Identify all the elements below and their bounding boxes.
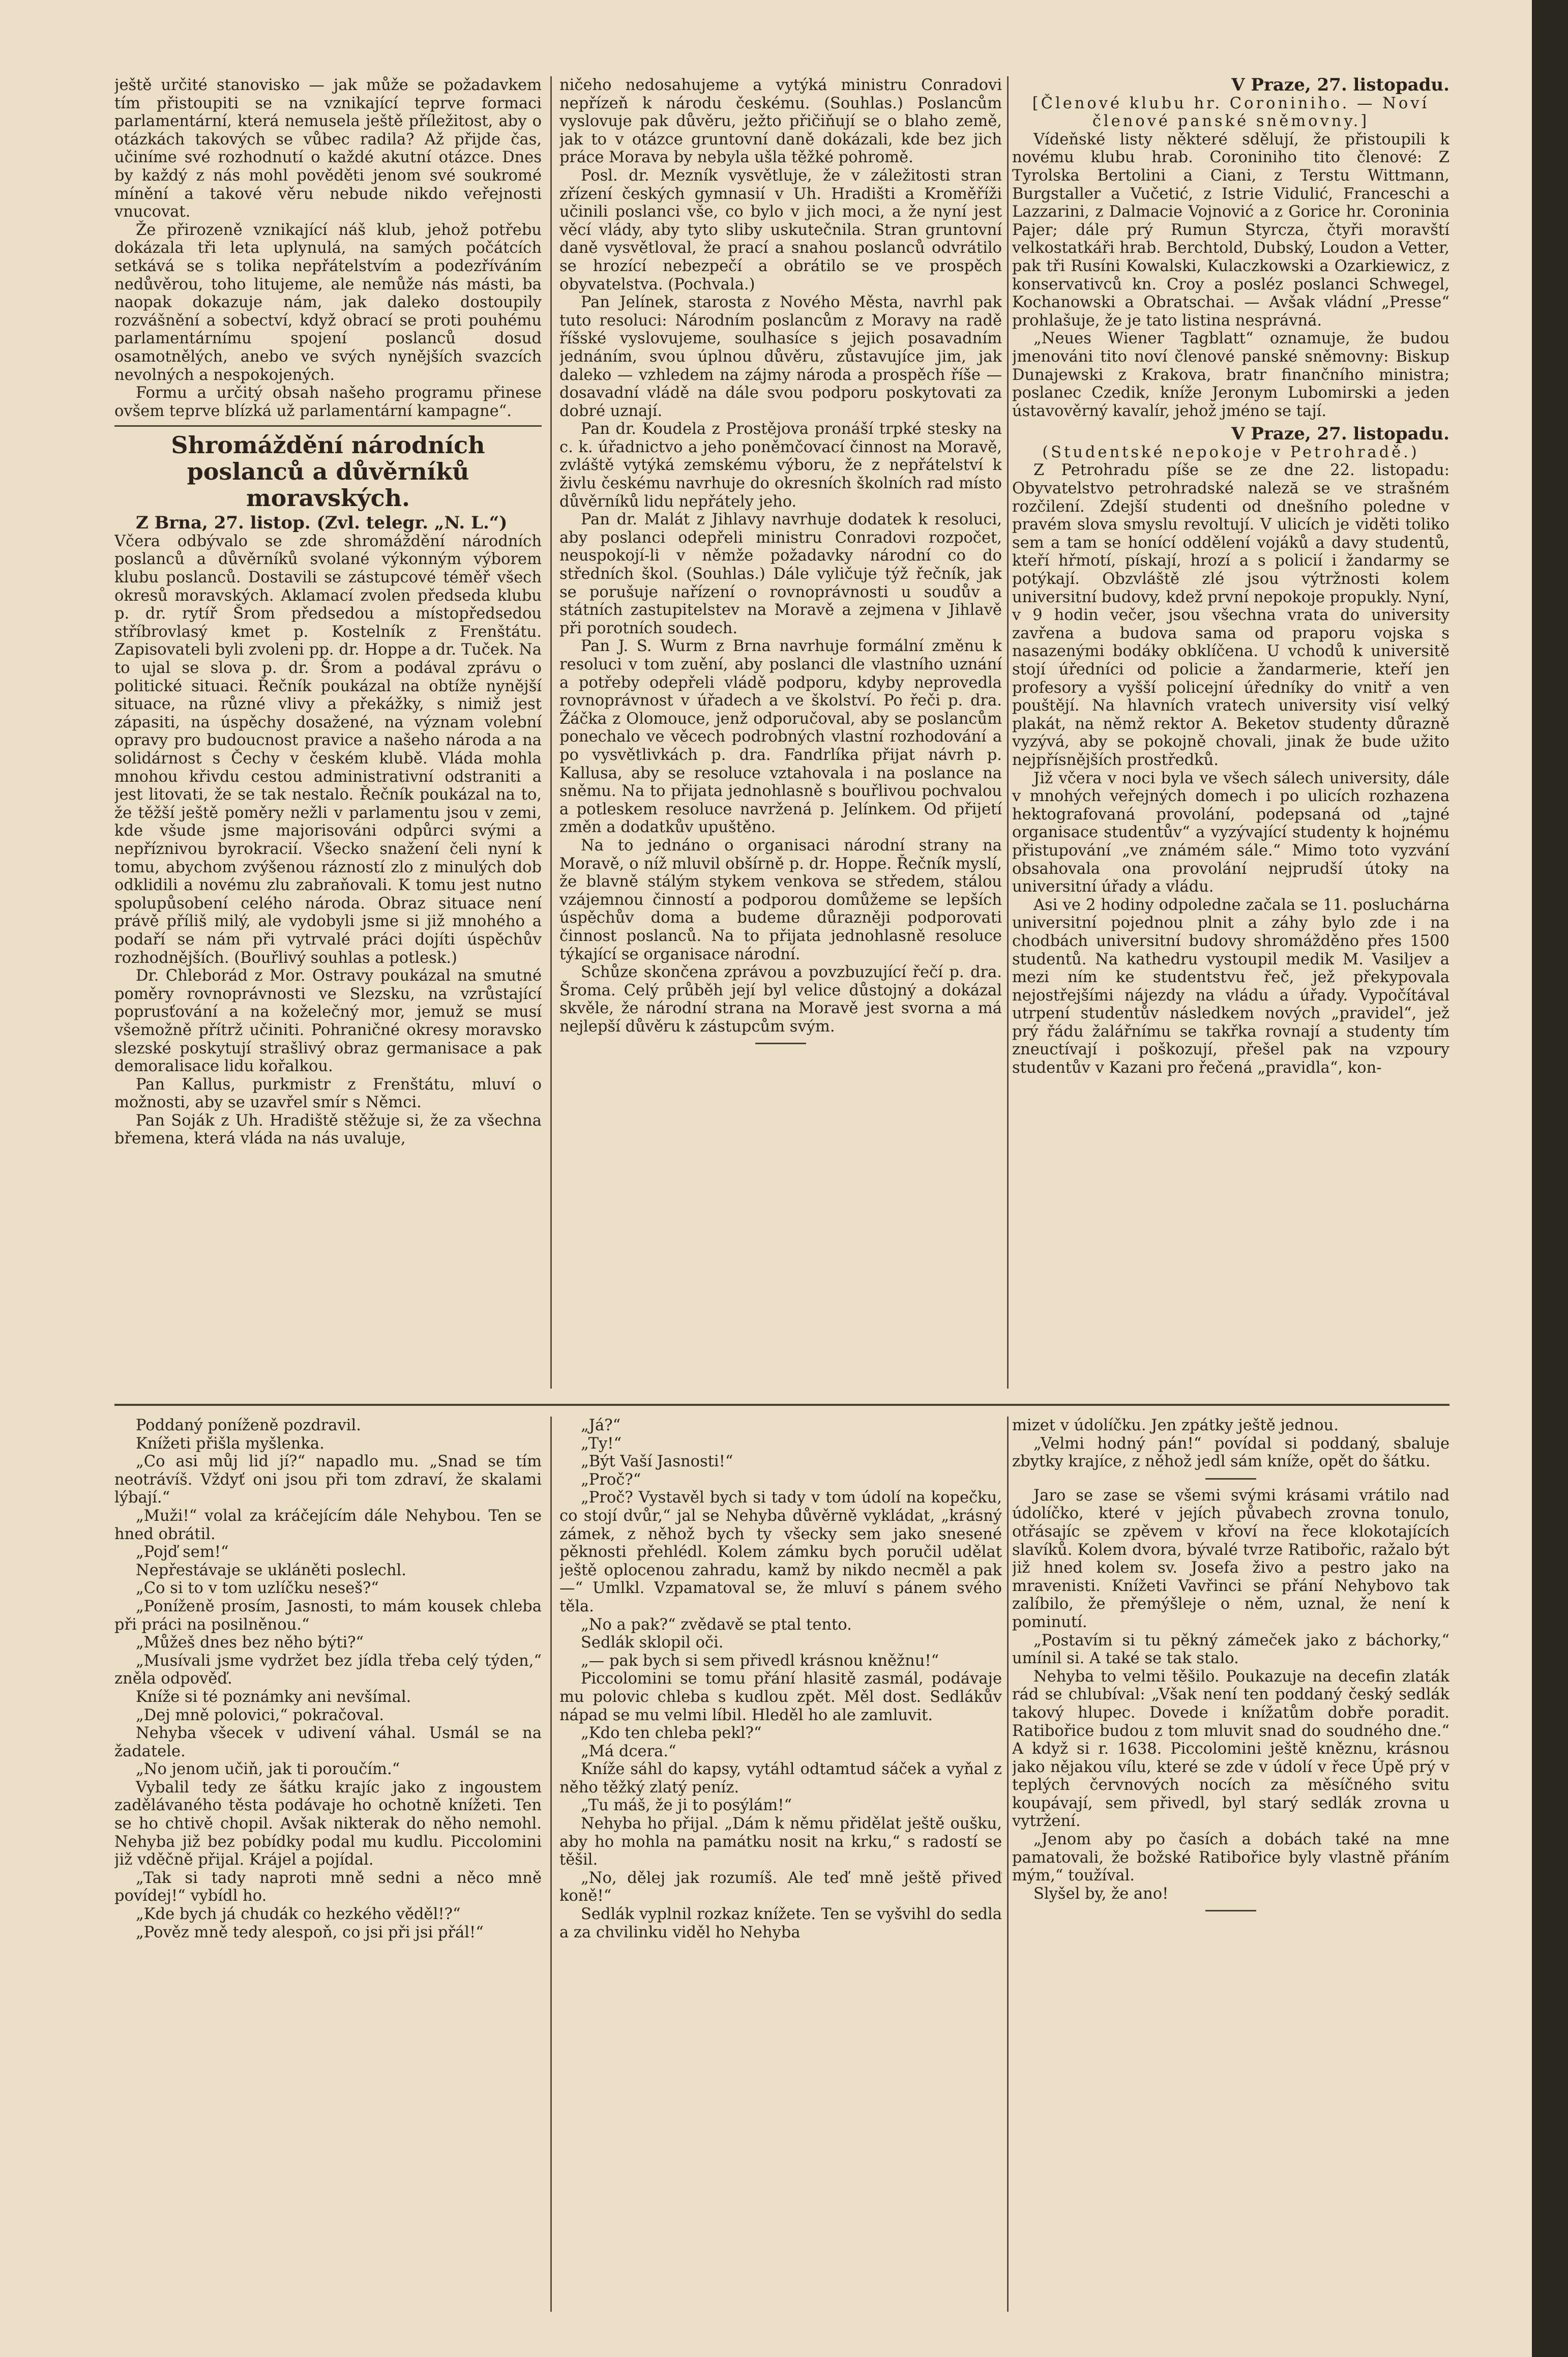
- article-paragraph: ještě určité stanovisko — jak může se požadavkem tím přistoupiti se na vznikající teprve formaci parlamentární, která nemusela ještě příležitost, aby o otázkách takových se vůbec radila? Až přijde čas, učiníme své rozhodnutí o každé akutní otázce. Dnes by každý z nás mohl pověděti jenom své soukromé mínění a takové věru nebude nikdo veřejnosti vnucovat.: [114, 76, 542, 221]
- story-paragraph: Nehyba všecek v udivení váhal. Usmál se na žadatele.: [114, 1724, 542, 1760]
- article-dateline: V Praze, 27. listopadu.: [1231, 76, 1449, 95]
- story-paragraph: Poddaný poníženě pozdravil.: [136, 1417, 361, 1434]
- story-paragraph: mizet v údolíčku. Jen zpátky ještě jednou.: [1012, 1417, 1339, 1434]
- story-paragraph: „Poníženě prosím, Jasnosti, to mám kousek chleba při práci na posilněnou.“: [114, 1597, 542, 1634]
- story-paragraph: „Pověz mně tedy alespoň, co jsi při jsi přál!“: [136, 1923, 484, 1941]
- story-paragraph: Sedlák sklopil oči.: [581, 1634, 724, 1652]
- story-paragraph: „Můžeš dnes bez něho býti?“: [136, 1634, 364, 1652]
- story-paragraph: „Má dcera.“: [581, 1742, 676, 1760]
- story-paragraph: Nehyba ho přijal. „Dám k němu přidělat ještě oušku, aby ho mohla na památku nosit na krku,“ s radostí se těšil.: [559, 1815, 1002, 1869]
- article-paragraph: Pan Kallus, purkmistr z Frenštátu, mluví o možnosti, aby se uzavřel smír s Němci.: [114, 1075, 542, 1112]
- story-paragraph: Nepřestávaje se ukláněti poslechl.: [136, 1561, 406, 1579]
- story-paragraph: „Kdo ten chleba pekl?“: [581, 1724, 762, 1743]
- story-paragraph: „Tu máš, že ji to posýlám!“: [581, 1796, 792, 1815]
- story-paragraph: „Co si to v tom uzlíčku neseš?“: [136, 1579, 379, 1598]
- news-column-1: [114, 76, 542, 1389]
- feuilleton-separator-rule: [114, 1404, 1449, 1406]
- article-paragraph: Pan J. S. Wurm z Brna navrhuje formální změnu k resoluci v tom zuění, aby poslanci dle vlastního uznání a potřeby odepřeli vládě podporu, kdyby neprovedla rovnoprávnost v úřadech a ve školství. Po řeči p. dra. Žáčka z Olomouce, jenž odporučoval, aby se poslancům ponechalo ve věcech podrobných vlastní rozhodování a po vysvětlivkách p. dra. Fandrlíka přijat návrh p. Kallusa, aby se resoluce vztahovala i na poslance na sněmu. Na to přijata jednohlasně s bouřlivou pochvalou a potleskem resoluce navržená p. Jelínkem. Od přijetí změn a dodatkův upuštěno.: [559, 637, 1002, 837]
- story-paragraph: „No a pak?“ zvědavě se ptal tento.: [581, 1615, 852, 1634]
- article-paragraph: Pan dr. Malát z Jihlavy navrhuje dodatek k resoluci, aby poslanci odepřeli ministru Conradovi rozpočet, neuspokojí-li v němže požadavky národní co do středních škol. (Souhlas.) Dále vyličuje týž řečník, jak se porušuje nařízení o rovnoprávnosti u soudův a státních zastupitelstev na Moravě a zejmena v Jihlavě při porotních soudech.: [559, 511, 1002, 637]
- story-paragraph: „Muži!“ volal za kráčejícím dále Nehybou. Ten se hned obrátil.: [114, 1507, 542, 1543]
- story-paragraph: Vybalil tedy ze šátku krajíc jako z ingoustem zadělávaného těsta podávaje ho ochotně knížeti. Ten se ho chtivě chopil. Avšak nikterak do něho nemohl. Nehyba již bez pobídky podal mu kudlu. Piccolomini již vděčně přijal. Krájel a pojídal.: [114, 1778, 542, 1869]
- article-paragraph: Pan Soják z Uh. Hradiště stěžuje si, že za všechna břemena, která vláda na nás uvaluje,: [114, 1111, 542, 1148]
- article-paragraph: Na to jednáno o organisaci národní strany na Moravě, o níž mluvil obšírně p. dr. Hoppe. Řečník myslí, že blavně stálým stykem venkova se středem, stálou vzájemnou činností a podporou domůžeme se lepších úspěchův doma a budeme důrazněji podporovati činnost poslanců. Na to přijata jednohlasně resoluce týkající se organisace národní.: [559, 836, 1002, 963]
- article-paragraph: ničeho nedosahujeme a vytýká ministru Conradovi nepřízeň k národu českému. (Souhlas.) Poslancům vyslovuje pak důvěru, ježto přičiňují se o blaho země, jak to v otázce gruntovní daně dokázali, kde bez jich práce Morava by nebyla ušla těžké pohromě.: [559, 76, 1002, 167]
- news-column-3: [1012, 76, 1449, 1389]
- column-rule: [1007, 76, 1009, 1389]
- article-paragraph: Dr. Chleborád z Mor. Ostravy poukázal na smutné poměry rovnoprávnosti ve Slezsku, na vzrůstající poprusťování a na koželečný mor, jemuž se musí všemožně přítrž učiniti. Pohraničné okresy moravsko slezské poskytují strašlivý obraz germanisace a pak demoralisace lidu kořalkou.: [114, 967, 542, 1076]
- article-paragraph: Včera odbývalo se zde shromáždění národních poslanců a důvěrníků svolané výkonným výborem klubu poslanců. Dostavili se zástupcové téměř všech okresů moravských. Aklamací zvolen předseda klubu p. dr. rytíř Šrom předsedou a místopředsedou stříbrovlasý kmet p. Kostelník z Frenštátu. Zapisovateli byli zvoleni pp. dr. Hoppe a dr. Tuček. Na to ujal se slova p. dr. Šrom a podával zprávu o politické situaci. Řečník poukázal na obtíže nynější situace, na různé vlivy a překážky, s nimiž jest zápasiti, na úspěchy dosažené, na význam volební opravy pro budoucnost pravice a našeho národa a na solidárnost s Čechy v českém klubě. Vláda mohla mnohou křivdu cestou administrativní odstraniti a jest litovati, že se tak nestalo. Řečník poukázal na to, že těžší ještě poměry nežli v parlamentu jsou v zemi, kde všude jsme majorisováni odpůrci svými a nepříznivou byrokracií. Všecko snažení čeli nyní k tomu, abychom zvýšenou rázností zlo z minulých dob odklidili a novému zlu zabraňovali. K tomu jest nutno spolupůsobení celého národa. Obraz situace není právě příliš milý, ale vydobyli jsme si již mnohého a podaří se nám při vytrvalé práci dojíti úspěchův rozhodnějších. (Bouřlivý souhlas a potlesk.): [114, 532, 542, 967]
- article-subheading: (Studentské nepokoje v Petrohradě.): [1042, 443, 1419, 461]
- story-paragraph: „Proč?“: [581, 1470, 641, 1489]
- story-paragraph: „No, dělej jak rozumíš. Ale teď mně ještě přiveď koně!“: [559, 1869, 1002, 1905]
- story-paragraph: „Velmi hodný pán!“ povídal si poddaný, sbaluje zbytky krajíce, z něhož jedl sám kníže, opět do šátku.: [1012, 1434, 1449, 1471]
- end-rule: [755, 1043, 806, 1044]
- article-paragraph: Již včera v noci byla ve všech sálech university, dále v mnohých veřejných domech i po ulicích rozhazena hektografovaná provolání, podepsaná od „tajné organisace studentův“ a vyzývající studenty k hojnému přistupování „ve známém sále.“ Mimo toto vyzvání obsahovala ona provolání nejprudší útoky na universitní úřady a vládu.: [1012, 769, 1449, 896]
- story-paragraph: „Proč? Vystavěl bych si tady v tom údolí na kopečku, co stojí dvůr,“ jal se Nehyba důvěrně vykládat, „krásný zámek, z něhož bych ty všecky sem jako snesené pěknosti přehlédl. Kolem zámku bych poručil udělat ještě oplocenou zahradu, kamž by nikdo necměl a pak —“ Umlkl. Vzpamatoval se, že mluví s pánem svého těla.: [559, 1489, 1002, 1615]
- story-paragraph: „Ty!“: [581, 1434, 622, 1453]
- feuilleton-column-3: [1012, 1417, 1449, 2312]
- feuilleton-column-2: [559, 1417, 1002, 2312]
- story-paragraph: „Dej mně polovici,“ pokračoval.: [136, 1706, 384, 1724]
- story-paragraph: „Postavím si tu pěkný zámeček jako z báchorky,“ umínil si. A také se tak stalo.: [1012, 1631, 1449, 1668]
- story-paragraph: „Být Vaší Jasnosti!“: [581, 1453, 733, 1471]
- story-paragraph: Jaro se zase se všemi svými krásami vrátilo nad údolíčko, které v jejích půvabech zrovna tonulo, otřásajíc se zpěvem v křoví na řece klokotajících slavíků. Kolem dvora, bývalé tvrze Ratibořic, ražalo být již hned kolem sv. Josefa živo a pestro jako na mravenisti. Knížeti Vavřinci se přání Nehybovo tak zalíbilo, že přemýšleje o něm, uznal, že není k pominutí.: [1012, 1486, 1449, 1631]
- story-paragraph: „Tak si tady naproti mně sedni a něco mně povídej!“ vybídl ho.: [114, 1869, 542, 1905]
- story-paragraph: Kníže sáhl do kapsy, vytáhl odtamtud sáček a vyňal z něho těžký zlatý peníz.: [559, 1760, 1002, 1796]
- article-paragraph: Formu a určitý obsah našeho programu přinese ovšem teprve blízká už parlamentární kampagne“.: [114, 384, 542, 420]
- article-paragraph: Že přirozeně vznikající náš klub, jehož potřebu dokázala tři leta uplynulá, na samých počátcích setkává se s tolika nepřátelstvím a podezříváním nedůvěrou, toho litujeme, ale nemůže nás másti, ba naopak dokazuje nám, jak daleko dostoupily rozvášnění a sobectví, když obrací se proti pouhému parlamentárnímu spojení poslanců dosud osamotnělých, anebo ve svých nynějších svazcích nevolných a nespokojených.: [114, 221, 542, 384]
- story-paragraph: Knížeti přišla myšlenka.: [136, 1434, 324, 1453]
- story-paragraph: „No jenom učiň, jak ti poroučím.“: [136, 1760, 400, 1779]
- article-paragraph: Pan Jelínek, starosta z Nového Města, navrhl pak tuto resoluci: Národním poslancům z Moravy na radě říšské vyslovujeme, soulhasíce s jejich posavadním jednáním, svou úplnou důvěru, zůstavujíce jim, jak daleko — vzhledem na zájmy národa a prospěch říše — dosavadní vládě na dále svou podporu poskytovati za dobré uznají.: [559, 293, 1002, 420]
- article-dateline: Z Brna, 27. listop. (Zvl. telegr. „N. L.“): [136, 513, 508, 534]
- story-paragraph: „— pak bych si sem přivedl krásnou kněžnu!“: [581, 1652, 939, 1670]
- story-paragraph: Nehyba to velmi těšilo. Poukazuje na decefin zlaták rád se chlubíval: „Však není ten poddaný český sedlák takový hlupec. Dovede i knížatům dobře poradit. Ratibořice budou z tom mluvit snad do soudného dne.“ A když si r. 1638. Piccolomini ještě kněznu, krásnou jako nějakou vílu, které se zde v údolí v řece Úpě prý v teplých červnových nocích za měsíčného svitu koupávají, sem přivedl, byl starý sedlák zrovna u vytržení.: [1012, 1667, 1449, 1831]
- article-paragraph: Z Petrohradu píše se ze dne 22. listopadu: Obyvatelstvo petrohradské naleză se ve strašném rozčilení. Zdejší studenti od dnešního poledne v pravém slova smyslu revoltují. V ulicích je viděti toliko sem a tam se honící oddělení vojáků a davy studentů, kteří hřmotí, pískají, hrozí a s policií i žandarmy se potýkají. Obzvláště zlé jsou výtržnosti kolem universitní budovy, kdež první nepokoje propukly. Nyní, v 9 hodin večer, jsou všechna vrata do university zavřena a budova sama od praporu vojska s nasazenými bodáky obklíčena. U vchodů k universitě stojí úředníci od policie a žandarmerie, kteří jen profesory a vyšší policejní úředníky do vnitř a ven pouštějí. Na hlavních vratech university visí velký plakát, na němž rektor A. Beketov studenty důrazně vyzývá, aby se pokojně chovali, jinak že bude užito nejpřísnějších prostředků.: [1012, 461, 1449, 769]
- column-rule: [550, 76, 552, 1389]
- story-paragraph: Sedlák vyplnil rozkaz knížete. Ten se vyšvihl do sedla a za chvilinku viděl ho Nehyba: [559, 1905, 1002, 1941]
- article-paragraph: Vídeňské listy některé sdělují, že přistoupili k novému klubu hrab. Coroniniho tito členové: Z Tyrolska Bertolini a Ciani, z Terstu Wittmann, Burgstaller a Vučetić, z Istrie Vidulić, Franceschi a Lazzarini, z Dalmacie Vojnović a z Gorice hr. Coroninia Pajer; dále prý Rumun Styrcza, čtyři moravští velkostatkáři hrab. Berchtold, Dubský, Loudon a Vetter, pak tři Rusíni Kowalski, Kulaczkowski a Ozarkiewicz, z konservativců kn. Croy a posléz poslanci Schwegel, Kochanowski a Obratschai. — Avšak vládní „Presse“ prohlašuje, že je tato listina nesprávná.: [1012, 130, 1449, 330]
- end-rule: [1205, 1910, 1256, 1911]
- story-paragraph: „Já?“: [581, 1417, 621, 1434]
- article-dateline: V Praze, 27. listopadu.: [1231, 424, 1449, 445]
- scene-break-rule: [1205, 1478, 1256, 1480]
- article-heading: Shromáždění národních poslanců a důvěrníků moravských.: [171, 431, 485, 512]
- section-rule: [114, 425, 542, 427]
- story-paragraph: „Musívali jsme vydržet bez jídla třeba celý týden,“ zněla odpověď.: [114, 1652, 542, 1688]
- column-rule: [1007, 1417, 1009, 2312]
- column-rule: [550, 1417, 552, 2312]
- article-paragraph: Pan dr. Koudela z Prostějova pronáší trpké stesky na c. k. úřadnictvo a jeho poněmčovací činnost na Moravě, zvláště vytýká zemskému výboru, že z nepřátelství k živlu českému navrhuje do okresních školních rad místo důvěrníků lidu nepřátely jeho.: [559, 420, 1002, 511]
- article-subheading: [Členové klubu hr. Coroniniho. — Noví členové panské sněmovny.]: [1032, 94, 1430, 131]
- article-paragraph: „Neues Wiener Tagblatt“ oznamuje, že budou jmenováni tito noví členové panské sněmovny: Biskup Dunajewski z Krakova, bratr finančního ministra; poslanec Czedik, kníže Jeronym Lubomirski a jeden ústavověrný kavalír, jehož jméno se tají.: [1012, 330, 1449, 420]
- page-edge-shadow: [1532, 0, 1568, 2357]
- story-paragraph: „Jenom aby po časích a dobách také na mne pamatovali, že božské Ratibořice byly vlastně přáním mým,“ toužíval.: [1012, 1831, 1449, 1885]
- story-paragraph: „Co asi můj lid jí?“ napadlo mu. „Snad se tím neotrávíš. Vždyť oni jsou při tom zdraví, že skalami lýbají.“: [114, 1453, 542, 1507]
- story-paragraph: Slyšel by, že ano!: [1033, 1884, 1169, 1903]
- news-column-2: [559, 76, 1002, 1389]
- article-paragraph: Schůze skončena zprávou a povzbuzující řečí p. dra. Šroma. Celý průběh její byl velice důstojný a dokázal skvěle, že národní strana na Moravě jest svorna a má nejlepší důvěru k zástupcům svým.: [559, 963, 1002, 1036]
- article-paragraph: Posl. dr. Mezník vysvětluje, že v záležitosti stran zřízení českých gymnasií v Uh. Hradišti a Kroměříži učinili poslanci vše, co bylo v jich moci, a že nyní jest věcí vlády, aby tyto sliby uskutečnila. Stran gruntovní daně vysvětloval, že prací a snahou poslanců odvrátilo se hrozící nebezpečí a obrátilo se ve prospěch obyvatelstva. (Pochvala.): [559, 166, 1002, 293]
- feuilleton-column-1: [114, 1417, 542, 2312]
- story-paragraph: Piccolomini se tomu přání hlasitě zasmál, podávaje mu polovic chleba s kudlou zpět. Měl dost. Sedlákův nápad se mu velmi líbil. Hleděl ho ale zamluvit.: [559, 1670, 1002, 1724]
- story-paragraph: „Pojď sem!“: [136, 1543, 229, 1561]
- story-paragraph: „Kde bych já chudák co hezkého věděl!?“: [136, 1905, 461, 1924]
- story-paragraph: Kníže si té poznámky ani nevšímal.: [136, 1688, 411, 1706]
- article-paragraph: Asi ve 2 hodiny odpoledne začala se 11. posluchárna universitní pojednou plnit a záhy bylo zde i na chodbách universitní budovy shromážděno přes 1500 studentů. Na kathedru vystoupil medik M. Vasiljev a mezi ním ke studentstvu řeč, jež překypovala nejostřejšími nájezdy na vládu a úřady. Vypočítával utrpení studentův následkem nových „pravidel“, jež prý řádu žalářnímu se takřka rovnají a studenty tím zneuctívají i poškozují, přešel pak na vzpoury studentův v Kazani pro řečená „pravidla“, kon-: [1012, 896, 1449, 1077]
